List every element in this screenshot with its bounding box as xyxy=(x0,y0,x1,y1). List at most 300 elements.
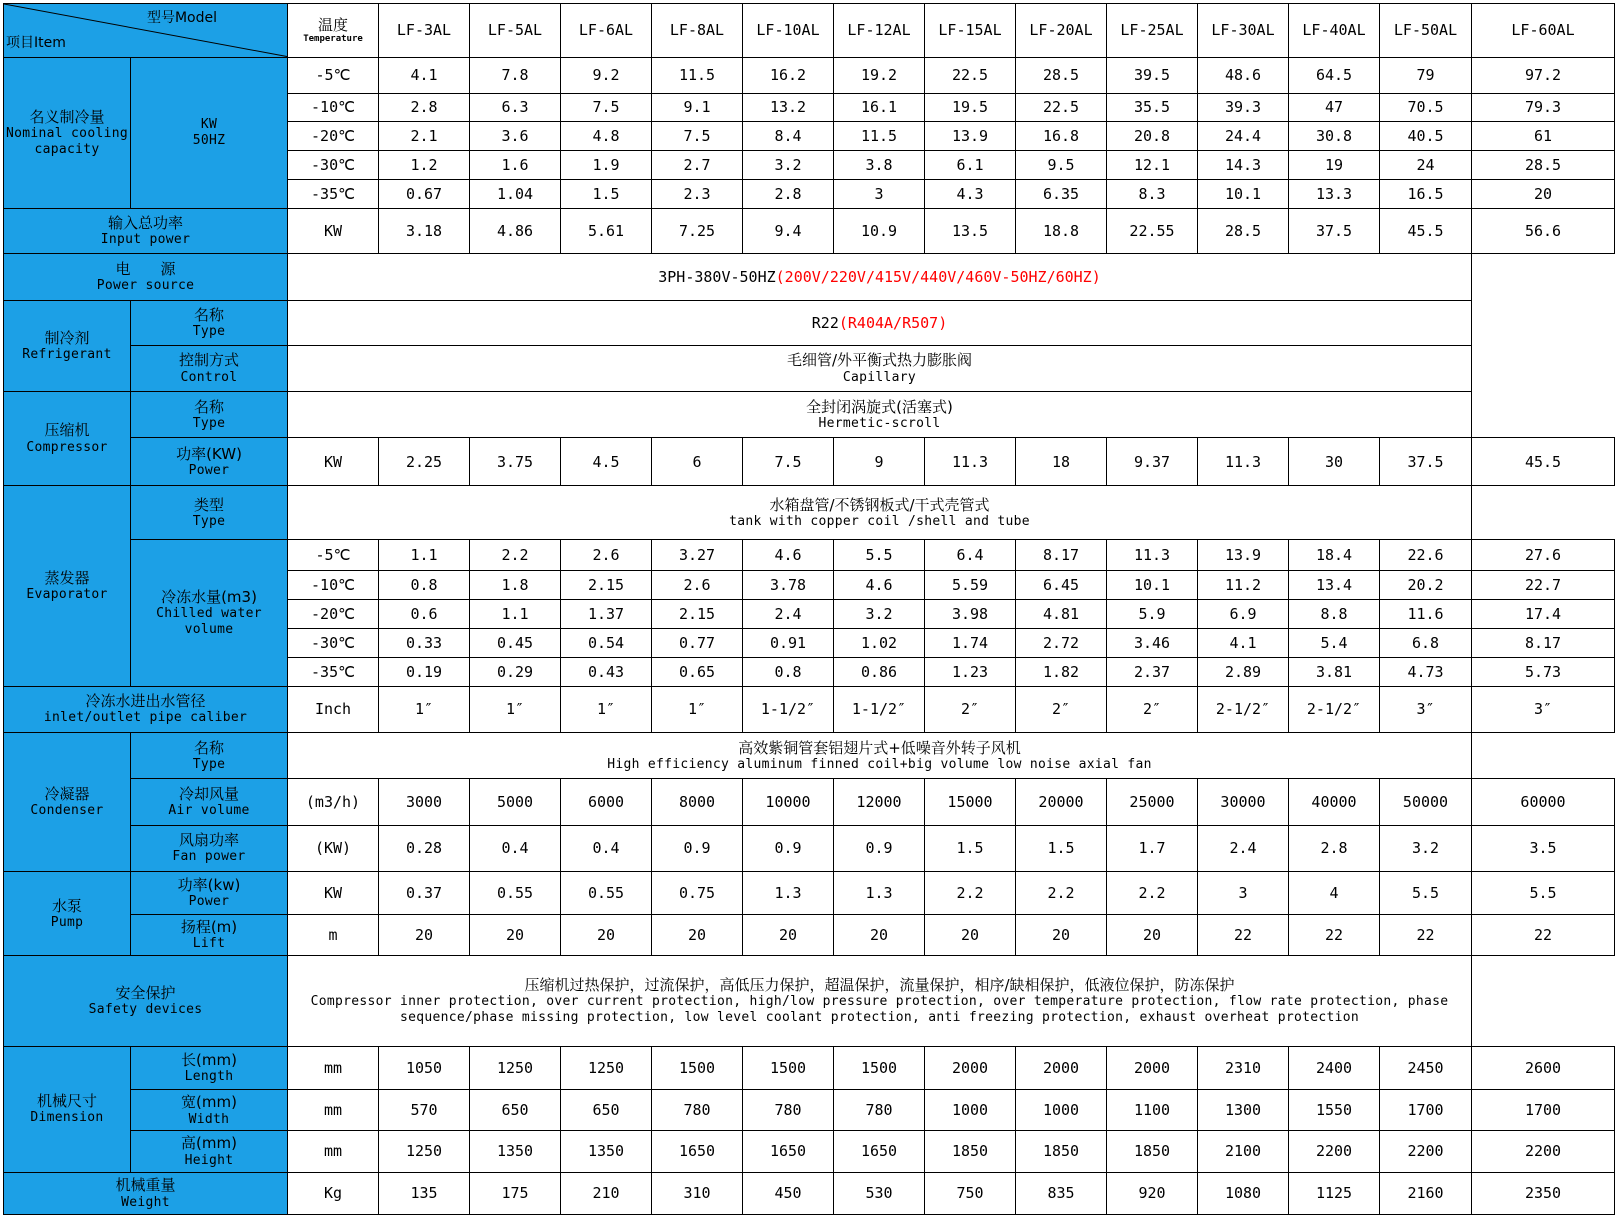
value-cell: 2.3 xyxy=(652,180,743,209)
evaporator-temp: -10℃ xyxy=(288,571,379,600)
value-cell: 2.4 xyxy=(743,600,834,629)
dimension-height-cn: 高(mm) xyxy=(181,1134,237,1153)
value-cell: 13.3 xyxy=(1289,180,1380,209)
value-cell: 11.3 xyxy=(925,438,1016,485)
pipe-row xyxy=(4,686,1615,732)
condenser-fan-unit: (KW) xyxy=(288,825,379,871)
value-cell: 650 xyxy=(470,1090,561,1131)
value-cell: 0.9 xyxy=(652,825,743,871)
value-cell: 0.9 xyxy=(743,825,834,871)
value-cell: 60000 xyxy=(1472,779,1615,825)
value-cell: 6.3 xyxy=(470,93,561,122)
compressor-type-row xyxy=(4,392,1615,438)
value-cell: 20 xyxy=(1472,180,1615,209)
dimension-height-en: Height xyxy=(184,1152,234,1168)
value-cell: 1.04 xyxy=(470,180,561,209)
value-cell: 39.3 xyxy=(1198,93,1289,122)
cooling-unit-kw: KW xyxy=(200,116,218,132)
pump-power-unit: KW xyxy=(288,871,379,914)
value-cell: 50000 xyxy=(1380,779,1472,825)
value-cell: 6.8 xyxy=(1380,628,1472,657)
value-cell: 4.1 xyxy=(1198,628,1289,657)
value-cell: 3.2 xyxy=(1380,825,1472,871)
value-cell: 2.4 xyxy=(1198,825,1289,871)
cooling-label-en: Nominal cooling capacity xyxy=(6,126,128,157)
value-cell: 450 xyxy=(743,1172,834,1214)
value-cell: 0.45 xyxy=(470,628,561,657)
value-cell: 1″ xyxy=(470,686,561,732)
value-cell: 4 xyxy=(1289,871,1380,914)
value-cell: 97.2 xyxy=(1472,57,1615,93)
evaporator-type-value-en: tank with copper coil /shell and tube xyxy=(729,513,1030,529)
value-cell: 22 xyxy=(1472,915,1615,956)
compressor-label-en: Compressor xyxy=(26,439,108,455)
dimension-length-row xyxy=(4,1046,1615,1089)
safety-value xyxy=(288,956,1472,1047)
refrigerant-control-row xyxy=(4,345,1615,391)
refrigerant-type-cn: 名称 xyxy=(193,305,224,324)
evaporator-type-value xyxy=(288,485,1472,540)
value-cell: 4.81 xyxy=(1016,600,1107,629)
input-power-label-en: Input power xyxy=(100,232,191,248)
value-cell: 6000 xyxy=(561,779,652,825)
value-cell: 9 xyxy=(834,438,925,485)
compressor-type-label xyxy=(131,392,288,438)
value-cell: 12000 xyxy=(834,779,925,825)
pipe-unit: Inch xyxy=(288,686,379,732)
value-cell: 0.55 xyxy=(561,871,652,914)
value-cell: 210 xyxy=(561,1172,652,1214)
condenser-label xyxy=(4,732,131,871)
power-source-label-cn: 电 源 xyxy=(115,259,176,278)
value-cell: 1000 xyxy=(1016,1090,1107,1131)
cooling-temp: -35℃ xyxy=(288,180,379,209)
value-cell: 1.1 xyxy=(470,600,561,629)
value-cell: 1.82 xyxy=(1016,657,1107,686)
value-cell: 2000 xyxy=(925,1046,1016,1089)
value-cell: 79 xyxy=(1380,57,1472,93)
value-cell: 1250 xyxy=(561,1046,652,1089)
value-cell: 1.23 xyxy=(925,657,1016,686)
condenser-type-cn: 名称 xyxy=(193,738,224,757)
corner-item-label: 项目Item xyxy=(6,35,66,52)
pump-lift-row xyxy=(4,915,1615,956)
dimension-width-unit: mm xyxy=(288,1090,379,1131)
refrigerant-control-en: Control xyxy=(180,369,238,385)
value-cell: 5.73 xyxy=(1472,657,1615,686)
value-cell: 22 xyxy=(1380,915,1472,956)
value-cell: 135 xyxy=(379,1172,470,1214)
value-cell: 2.15 xyxy=(561,571,652,600)
value-cell: 2310 xyxy=(1198,1046,1289,1089)
value-cell: 18.8 xyxy=(1016,208,1107,253)
value-cell: 6.45 xyxy=(1016,571,1107,600)
temperature-header-en: Temperature xyxy=(303,33,363,44)
value-cell: 20 xyxy=(925,915,1016,956)
value-cell: 4.86 xyxy=(470,208,561,253)
value-cell: 7.5 xyxy=(743,438,834,485)
value-cell: 2200 xyxy=(1380,1131,1472,1172)
value-cell: 1.9 xyxy=(561,151,652,180)
value-cell: 7.8 xyxy=(470,57,561,93)
power-source-row xyxy=(4,254,1615,300)
value-cell: 3.46 xyxy=(1107,628,1198,657)
value-cell: 5.59 xyxy=(925,571,1016,600)
value-cell: 10.1 xyxy=(1198,180,1289,209)
value-cell: 3000 xyxy=(379,779,470,825)
value-cell: 2.25 xyxy=(379,438,470,485)
compressor-power-row xyxy=(4,438,1615,485)
value-cell: 1.3 xyxy=(743,871,834,914)
value-cell: 9.4 xyxy=(743,208,834,253)
cooling-temp: -10℃ xyxy=(288,93,379,122)
spec-table xyxy=(3,3,1615,1215)
value-cell: 1.1 xyxy=(379,540,470,571)
safety-label xyxy=(4,956,288,1047)
value-cell: 2.2 xyxy=(1107,871,1198,914)
value-cell: 2.7 xyxy=(652,151,743,180)
condenser-air-row xyxy=(4,779,1615,825)
value-cell: 2-1/2″ xyxy=(1289,686,1380,732)
value-cell: 3.27 xyxy=(652,540,743,571)
condenser-air-en: Air volume xyxy=(168,803,250,819)
condenser-fan-cn: 风扇功率 xyxy=(178,831,239,850)
condenser-air-cn: 冷却风量 xyxy=(178,784,239,803)
value-cell: 7.25 xyxy=(652,208,743,253)
compressor-power-label xyxy=(131,438,288,485)
condenser-type-label xyxy=(131,732,288,778)
dimension-height-unit: mm xyxy=(288,1131,379,1172)
compressor-type-cn: 名称 xyxy=(193,397,224,416)
evaporator-label-en: Evaporator xyxy=(26,586,108,602)
value-cell: 1650 xyxy=(834,1131,925,1172)
value-cell: 5.5 xyxy=(1472,871,1615,914)
value-cell: 2.89 xyxy=(1198,657,1289,686)
value-cell: 2000 xyxy=(1107,1046,1198,1089)
value-cell: 1650 xyxy=(743,1131,834,1172)
model-cell: LF-5AL xyxy=(470,4,561,58)
temperature-header xyxy=(288,4,379,58)
value-cell: 1.5 xyxy=(925,825,1016,871)
dimension-label-en: Dimension xyxy=(30,1110,104,1126)
value-cell: 20000 xyxy=(1016,779,1107,825)
value-cell: 5.61 xyxy=(561,208,652,253)
model-cell: LF-60AL xyxy=(1472,4,1615,58)
cooling-unit xyxy=(131,57,288,208)
weight-label xyxy=(4,1172,288,1214)
value-cell: 2600 xyxy=(1472,1046,1615,1089)
value-cell: 16.1 xyxy=(834,93,925,122)
value-cell: 1.5 xyxy=(1016,825,1107,871)
model-cell: LF-10AL xyxy=(743,4,834,58)
value-cell: 64.5 xyxy=(1289,57,1380,93)
value-cell: 30 xyxy=(1289,438,1380,485)
value-cell: 17.4 xyxy=(1472,600,1615,629)
value-cell: 18 xyxy=(1016,438,1107,485)
value-cell: 1350 xyxy=(561,1131,652,1172)
value-cell: 39.5 xyxy=(1107,57,1198,93)
value-cell: 5.5 xyxy=(1380,871,1472,914)
value-cell: 1.2 xyxy=(379,151,470,180)
corner-model-label: 型号Model xyxy=(146,10,217,26)
value-cell: 0.8 xyxy=(743,657,834,686)
value-cell: 22.55 xyxy=(1107,208,1198,253)
value-cell: 3″ xyxy=(1380,686,1472,732)
pump-power-label xyxy=(131,871,288,914)
value-cell: 13.9 xyxy=(925,122,1016,151)
value-cell: 20 xyxy=(561,915,652,956)
value-cell: 3.98 xyxy=(925,600,1016,629)
weight-label-en: Weight xyxy=(121,1194,170,1210)
value-cell: 10000 xyxy=(743,779,834,825)
value-cell: 5.4 xyxy=(1289,628,1380,657)
power-source-alt: (200V/220V/415V/440V/460V-50HZ/60HZ) xyxy=(775,267,1101,286)
value-cell: 7.5 xyxy=(561,93,652,122)
value-cell: 20 xyxy=(652,915,743,956)
power-source-main: 3PH-380V-50HZ xyxy=(658,267,776,286)
value-cell: 16.5 xyxy=(1380,180,1472,209)
refrigerant-alt: (R404A/R507) xyxy=(838,313,948,332)
value-cell: 28.5 xyxy=(1016,57,1107,93)
condenser-type-en: Type xyxy=(192,756,226,772)
value-cell: 16.2 xyxy=(743,57,834,93)
condenser-air-unit: (m3/h) xyxy=(288,779,379,825)
value-cell: 1.3 xyxy=(834,871,925,914)
value-cell: 8.17 xyxy=(1016,540,1107,571)
model-cell: LF-20AL xyxy=(1016,4,1107,58)
refrigerant-control-value-cn: 毛细管/外平衡式热力膨胀阀 xyxy=(786,351,973,370)
value-cell: 6.9 xyxy=(1198,600,1289,629)
value-cell: 9.1 xyxy=(652,93,743,122)
value-cell: 2.1 xyxy=(379,122,470,151)
refrigerant-label-en: Refrigerant xyxy=(22,347,112,363)
value-cell: 2-1/2″ xyxy=(1198,686,1289,732)
refrigerant-main: R22 xyxy=(811,313,839,332)
evaporator-temp: -35℃ xyxy=(288,657,379,686)
value-cell: 9.2 xyxy=(561,57,652,93)
value-cell: 1080 xyxy=(1198,1172,1289,1214)
evaporator-type-value-cn: 水箱盘管/不锈钢板式/干式壳管式 xyxy=(769,495,990,514)
value-cell: 1125 xyxy=(1289,1172,1380,1214)
safety-label-en: Safety devices xyxy=(88,1002,203,1018)
value-cell: 2.2 xyxy=(470,540,561,571)
value-cell: 0.4 xyxy=(561,825,652,871)
value-cell: 6.4 xyxy=(925,540,1016,571)
value-cell: 3 xyxy=(1198,871,1289,914)
dimension-label xyxy=(4,1046,131,1172)
cooling-label xyxy=(4,57,131,208)
value-cell: 1.8 xyxy=(470,571,561,600)
dimension-width-en: Width xyxy=(188,1111,230,1127)
dimension-height-label xyxy=(131,1131,288,1172)
refrigerant-control-cn: 控制方式 xyxy=(178,351,239,370)
value-cell: 20 xyxy=(379,915,470,956)
value-cell: 3.2 xyxy=(834,600,925,629)
value-cell: 1850 xyxy=(925,1131,1016,1172)
value-cell: 2.15 xyxy=(652,600,743,629)
value-cell: 1850 xyxy=(1107,1131,1198,1172)
value-cell: 9.5 xyxy=(1016,151,1107,180)
value-cell: 0.43 xyxy=(561,657,652,686)
value-cell: 2400 xyxy=(1289,1046,1380,1089)
value-cell: 8.3 xyxy=(1107,180,1198,209)
pump-power-en: Power xyxy=(188,894,230,910)
value-cell: 5000 xyxy=(470,779,561,825)
value-cell: 2.2 xyxy=(1016,871,1107,914)
value-cell: 11.6 xyxy=(1380,600,1472,629)
value-cell: 0.86 xyxy=(834,657,925,686)
value-cell: 20 xyxy=(1016,915,1107,956)
refrigerant-label-cn: 制冷剂 xyxy=(44,328,90,347)
value-cell: 0.67 xyxy=(379,180,470,209)
value-cell: 3.2 xyxy=(743,151,834,180)
value-cell: 20 xyxy=(743,915,834,956)
model-cell: LF-25AL xyxy=(1107,4,1198,58)
value-cell: 3.8 xyxy=(834,151,925,180)
input-power-unit: KW xyxy=(288,208,379,253)
value-cell: 13.2 xyxy=(743,93,834,122)
value-cell: 4.1 xyxy=(379,57,470,93)
value-cell: 2000 xyxy=(1016,1046,1107,1089)
safety-label-cn: 安全保护 xyxy=(115,984,176,1003)
value-cell: 3.78 xyxy=(743,571,834,600)
value-cell: 7.5 xyxy=(652,122,743,151)
value-cell: 3.5 xyxy=(1472,825,1615,871)
value-cell: 24 xyxy=(1380,151,1472,180)
safety-row xyxy=(4,956,1615,1047)
value-cell: 0.6 xyxy=(379,600,470,629)
evaporator-type-label xyxy=(131,485,288,540)
weight-label-cn: 机械重量 xyxy=(115,1176,176,1195)
value-cell: 0.65 xyxy=(652,657,743,686)
evaporator-water-label xyxy=(131,540,288,686)
weight-row xyxy=(4,1172,1615,1214)
value-cell: 1700 xyxy=(1472,1090,1615,1131)
value-cell: 28.5 xyxy=(1198,208,1289,253)
dimension-length-en: Length xyxy=(184,1069,234,1085)
refrigerant-type-row xyxy=(4,300,1615,345)
pump-lift-unit: m xyxy=(288,915,379,956)
value-cell: 79.3 xyxy=(1472,93,1615,122)
model-cell: LF-3AL xyxy=(379,4,470,58)
pump-power-cn: 功率(kw) xyxy=(177,875,241,894)
value-cell: 4.5 xyxy=(561,438,652,485)
value-cell: 1.6 xyxy=(470,151,561,180)
value-cell: 4.6 xyxy=(834,571,925,600)
value-cell: 920 xyxy=(1107,1172,1198,1214)
value-cell: 22 xyxy=(1198,915,1289,956)
value-cell: 780 xyxy=(652,1090,743,1131)
cooling-label-cn: 名义制冷量 xyxy=(29,107,105,126)
dimension-width-label xyxy=(131,1090,288,1131)
value-cell: 1350 xyxy=(470,1131,561,1172)
value-cell: 4.73 xyxy=(1380,657,1472,686)
pump-lift-en: Lift xyxy=(192,936,226,952)
value-cell: 4.8 xyxy=(561,122,652,151)
power-source-value xyxy=(288,254,1472,300)
value-cell: 0.54 xyxy=(561,628,652,657)
compressor-power-cn: 功率(KW) xyxy=(176,444,242,463)
cooling-unit-hz: 50HZ xyxy=(192,132,226,148)
pipe-label xyxy=(4,686,288,732)
input-power-label-cn: 输入总功率 xyxy=(107,213,183,232)
value-cell: 1″ xyxy=(561,686,652,732)
value-cell: 6.35 xyxy=(1016,180,1107,209)
value-cell: 1300 xyxy=(1198,1090,1289,1131)
dimension-label-cn: 机械尺寸 xyxy=(36,1092,97,1111)
value-cell: 35.5 xyxy=(1107,93,1198,122)
pump-lift-cn: 扬程(m) xyxy=(180,918,238,937)
value-cell: 20 xyxy=(834,915,925,956)
value-cell: 22 xyxy=(1289,915,1380,956)
value-cell: 45.5 xyxy=(1472,438,1615,485)
value-cell: 11.5 xyxy=(652,57,743,93)
value-cell: 2.8 xyxy=(379,93,470,122)
safety-value-cn: 压缩机过热保护，过流保护，高低压力保护，超温保护，流量保护，相序/缺相保护，低液位保护，防冻保护 xyxy=(524,976,1235,995)
refrigerant-type-value xyxy=(288,300,1472,345)
value-cell: 56.6 xyxy=(1472,208,1615,253)
value-cell: 1″ xyxy=(379,686,470,732)
value-cell: 37.5 xyxy=(1380,438,1472,485)
evaporator-type-row xyxy=(4,485,1615,540)
evaporator-label-cn: 蒸发器 xyxy=(44,568,90,587)
value-cell: 3 xyxy=(834,180,925,209)
value-cell: 0.4 xyxy=(470,825,561,871)
value-cell: 2.72 xyxy=(1016,628,1107,657)
value-cell: 3.81 xyxy=(1289,657,1380,686)
cooling-temp: -30℃ xyxy=(288,151,379,180)
model-cell: LF-40AL xyxy=(1289,4,1380,58)
value-cell: 1″ xyxy=(652,686,743,732)
value-cell: 14.3 xyxy=(1198,151,1289,180)
value-cell: 2450 xyxy=(1380,1046,1472,1089)
evaporator-label xyxy=(4,485,131,686)
compressor-power-en: Power xyxy=(188,462,230,478)
value-cell: 1250 xyxy=(379,1131,470,1172)
value-cell: 0.77 xyxy=(652,628,743,657)
value-cell: 27.6 xyxy=(1472,540,1615,571)
value-cell: 22.6 xyxy=(1380,540,1472,571)
value-cell: 780 xyxy=(743,1090,834,1131)
value-cell: 0.75 xyxy=(652,871,743,914)
compressor-label-cn: 压缩机 xyxy=(44,421,90,440)
evaporator-water-row xyxy=(4,540,1615,571)
value-cell: 22.5 xyxy=(1016,93,1107,122)
value-cell: 310 xyxy=(652,1172,743,1214)
evaporator-temp: -5℃ xyxy=(288,540,379,571)
value-cell: 19.5 xyxy=(925,93,1016,122)
condenser-type-row xyxy=(4,732,1615,778)
value-cell: 3.6 xyxy=(470,122,561,151)
value-cell: 61 xyxy=(1472,122,1615,151)
corner-header-cell xyxy=(4,4,288,58)
pump-label xyxy=(4,871,131,955)
value-cell: 1.7 xyxy=(1107,825,1198,871)
compressor-type-value-cn: 全封闭涡旋式(活塞式) xyxy=(806,397,953,416)
dimension-length-label xyxy=(131,1046,288,1089)
value-cell: 0.91 xyxy=(743,628,834,657)
value-cell: 19.2 xyxy=(834,57,925,93)
value-cell: 2200 xyxy=(1289,1131,1380,1172)
value-cell: 1550 xyxy=(1289,1090,1380,1131)
condenser-label-en: Condenser xyxy=(30,803,104,819)
value-cell: 1850 xyxy=(1016,1131,1107,1172)
value-cell: 40.5 xyxy=(1380,122,1472,151)
value-cell: 2.6 xyxy=(652,571,743,600)
value-cell: 1250 xyxy=(470,1046,561,1089)
value-cell: 1500 xyxy=(743,1046,834,1089)
value-cell: 0.55 xyxy=(470,871,561,914)
